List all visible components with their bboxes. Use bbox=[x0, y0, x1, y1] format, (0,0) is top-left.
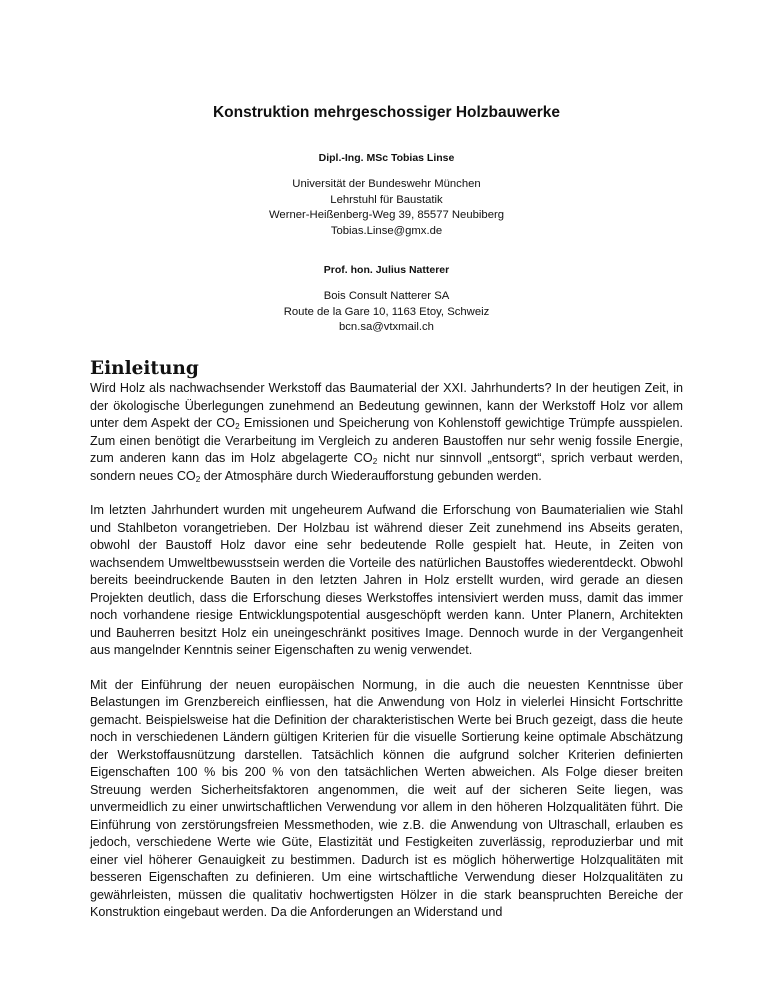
author-2-name: Prof. hon. Julius Natterer bbox=[323, 264, 450, 276]
author-1-block bbox=[90, 151, 683, 167]
affiliation-line: Bois Consult Natterer SA bbox=[323, 290, 450, 302]
author-1-name: Dipl.-Ing. MSc Tobias Linse bbox=[318, 152, 455, 164]
affiliation-line: Lehrstuhl für Baustatik bbox=[330, 193, 443, 206]
affiliation-line: Route de la Gare 10, 1163 Etoy, Schweiz bbox=[283, 305, 490, 318]
paragraph-1: Wird Holz als nachwachsender Werkstoff das Baumaterial der XXI. Jahrhunderts? In der heutigen Zeit, in der ökologische Überlegungen zunehmend an Bedeutung gewinnen, kann der Werkstoff Holz vor allem unter dem Aspekt der $CO_2$ Emissionen und Speicherung von Kohlenstoff gewichtige Trümpfe ausspielen. Zum einen benötigt die Verarbeitung im Vergleich zu anderen Baustoffen nur sehr wenig fossile Energie, zum anderen kann das im Holz abgelagerte $CO_2$ nicht nur sinnvoll „entsorgt“, sprich verbaut werden, sondern neues $CO_2$ der Atmosphäre durch Wiederaufforstung gebunden werden. bbox=[90, 381, 684, 484]
author-1-affiliation bbox=[90, 177, 683, 239]
author-2-email: bcn.sa@vtxmail.ch bbox=[339, 321, 434, 333]
paragraph-3: Mit der Einführung der neuen europäischen Normung, in die auch die neuesten Kenntnisse über Belastungen im Grenzbereich einfliessen, hat die Anwendung von Holz in vielerlei Hinsicht Fortschritte gemacht. Beispielsweise hat die Definition der charakteristischen Werte bei Bruch gezeigt, dass die heute noch in verschiedenen Ländern gültigen Kriterien für die visuelle Sortierung keine optimale Abschätzung der Werkstoffausnützung darstellen. Tatsächlich können die aufgrund solcher Kriterien definierten Eigenschaften 100 % bis 200 % von den tatsächlichen Werten abweichen. Als Folge dieser breiten Streuung werden Sicherheitsfaktoren angenommen, die weit auf der sicheren Seite liegen, was unvermeidlich zu einer unwirtschaftlichen Verwendung vor allem in den höheren Holzqualitäten führt. Die Einführung von zerstörungsfreien Messmethoden, wie z.B. die Anwendung von Ultraschall, erlauben es jedoch, verschiedene Werte wie Güte, Elastizität und Festigkeiten zuverlässig, reproduzierbar und mit einer viel höherer Genauigkeit zu bestimmen. Dadurch ist es möglich höherwertige Holzqualitäten mit besseren Eigenschaften zu definieren. Um eine wirtschaftliche Verwendung dieser Holzqualitäten zu gewährleisten, müssen die qualitativ hochwertigsten Hölzer in die stark beanspruchten Bereiche der Konstruktion eingebaut werden. Da die Anforderungen an Widerstand und bbox=[90, 677, 683, 919]
paragraph-2: Im letzten Jahrhundert wurden mit ungeheurem Aufwand die Erforschung von Baumaterialien wie Stahl und Stahlbeton vorangetrieben. Der Holzbau ist während dieser Zeit zunehmend ins Abseits geraten, obwohl der Baustoff Holz davor eine sehr bedeutende Rolle gespielt hat. Heute, in Zeiten von wachsendem Umweltbewusstsein werden die Vorteile des natürlichen Baustoffes wiederentdeckt. Obwohl bereits beeindruckende Bauten in den letzten Jahren in Holz erstellt wurden, wird gerade an diesen Projekten deutlich, dass die Erforschung dieses Werkstoffes intensiviert werden muss, damit das immer noch vorhandene riesige Entwicklungspotential ausgeschöpft werden kann. Unter Planern, Architekten und Bauherren besitzt Holz ein uneingeschränkt positives Image. Dennoch wurde in der Vergangenheit aus mangelnder Kenntnis seiner Eigenschaften zu wenig verwendet. bbox=[90, 503, 683, 657]
paper-title: Konstruktion mehrgeschossiger Holzbauwerke bbox=[212, 104, 561, 121]
affiliation-line: Werner-Heißenberg-Weg 39, 85577 Neubiberg bbox=[268, 209, 505, 221]
section-heading: Einleitung bbox=[90, 358, 199, 379]
author-2-affiliation bbox=[90, 289, 683, 336]
author-2-block bbox=[90, 263, 683, 279]
body-text bbox=[90, 380, 683, 939]
author-1-email: Tobias.Linse@gmx.de bbox=[330, 224, 443, 237]
affiliation-line: Universität der Bundeswehr München bbox=[292, 178, 481, 190]
